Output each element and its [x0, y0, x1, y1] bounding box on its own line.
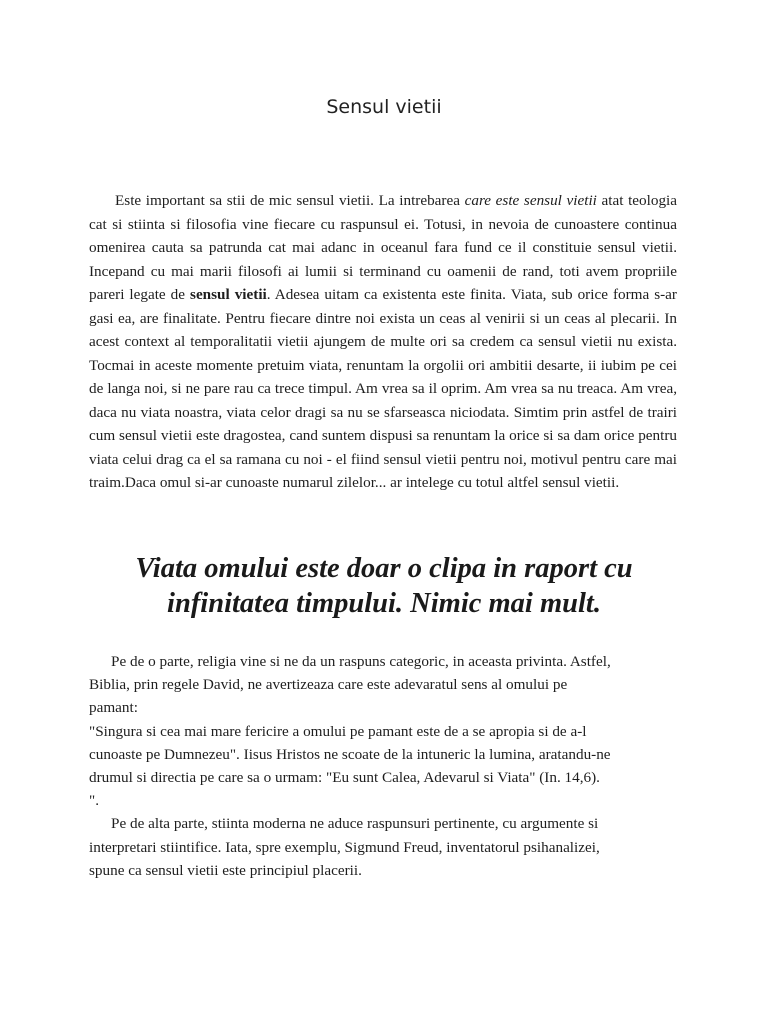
bold-phrase: sensul vietii	[190, 286, 267, 303]
paragraph-text: . Adesea uitam ca existenta este finita. Viata, sub orice forma s-ar gasi ea, are finalitate. Pentru fiecare dintre noi exista un ceas al venirii si un ceas al plecarii. In acest context al temporalitatii vietii ajungem de multe ori sa credem ca sensul vietii nu exista. Tocmai in aceste momente pretuim viata, renuntam la orgolii ori ambitii desarte, ii iubim pe cei de langa noi, si ne pare rau ca trece timpul. Am vrea sa il oprim. Am vrea sa nu treaca. Am vrea, daca nu viata noastra, viata celor dragi sa nu se sfarseasca niciodata. Simtim prin astfel de trairi cum sensul vietii este dragostea, cand suntem dispusi sa renuntam la orice si sa dam orice pentru viata celui drag ca el sa ramana cu noi - el fiind sensul vietii pentru noi, motivul pentru care mai traim.Daca omul si-ar cunoaste numarul zilelor... ar intelege cu totul altfel sensul vietii.	[89, 286, 677, 491]
intro-paragraph	[89, 189, 677, 495]
page-title: Sensul vietii	[326, 96, 442, 118]
quote-line: Viata omului este doar o clipa in raport cu	[135, 553, 633, 584]
text-line	[89, 650, 689, 673]
paragraph-text: atat teologia cat si stiinta si filosofia vine fiecare cu raspunsul ei. Totusi, in nevoia de cunoastere continua omenirea cauta sa patrunda cat mai adanc in oceanul fara fund ce il constituie sensul vietii. Incepand cu mai marii filosofi ai lumii si terminand cu oamenii de rand, toti avem propriile pareri legate de	[89, 192, 678, 303]
italic-phrase: care este sensul vietii	[464, 192, 597, 209]
paragraph-text: Este important sa stii de mic sensul vietii. La intrebarea	[115, 192, 465, 209]
text-line: "Singura si cea mai mare fericire a omului pe pamant este de a se apropia si de a-l	[89, 722, 587, 740]
line-text: Pe de alta parte, stiinta moderna ne aduce raspunsuri pertinente, cu argumente si	[111, 815, 599, 833]
text-line: spune ca sensul vietii este principiul placerii.	[89, 861, 362, 879]
text-line	[89, 812, 689, 835]
line-text: Pe de o parte, religia vine si ne da un raspuns categoric, in aceasta privinta. Astfel,	[111, 653, 611, 670]
quote-line: infinitatea timpului. Nimic mai mult.	[167, 588, 601, 619]
second-section	[89, 650, 689, 882]
text-line: pamant:	[89, 699, 138, 717]
text-line: drumul si directia pe care sa o urmam: "Eu sunt Calea, Adevarul si Viata" (In. 14,6).	[89, 769, 600, 787]
text-line: ".	[89, 792, 99, 810]
text-line: interpretari stiintifice. Iata, spre exemplu, Sigmund Freud, inventatorul psihanalizei,	[89, 838, 600, 856]
highlight-quote	[60, 551, 708, 621]
text-line: cunoaste pe Dumnezeu". Iisus Hristos ne scoate de la intuneric la lumina, aratandu-ne	[89, 745, 611, 763]
text-line: Biblia, prin regele David, ne avertizeaza care este adevaratul sens al omului pe	[89, 676, 568, 694]
